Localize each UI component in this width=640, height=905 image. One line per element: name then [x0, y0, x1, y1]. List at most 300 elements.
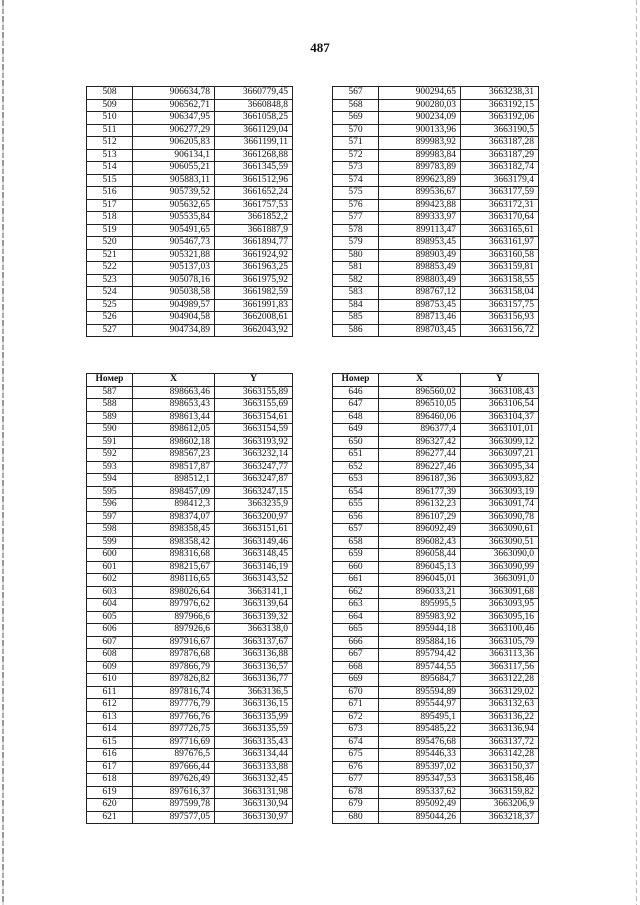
header-y: Y — [215, 374, 293, 387]
y-coordinate: 3663160,58 — [461, 249, 539, 262]
point-number: 577 — [333, 212, 379, 225]
x-coordinate: 897626,49 — [133, 774, 215, 787]
y-coordinate: 3663135,99 — [215, 711, 293, 724]
point-number: 605 — [87, 611, 133, 624]
table-row — [87, 661, 293, 674]
table-row — [87, 274, 293, 287]
y-coordinate: 3663190,5 — [461, 124, 539, 137]
y-coordinate: 3663097,21 — [461, 449, 539, 462]
table-row — [87, 262, 293, 275]
y-coordinate: 3661268,88 — [215, 149, 293, 162]
table-row — [333, 549, 539, 562]
table-row — [87, 586, 293, 599]
x-coordinate: 895884,16 — [379, 636, 461, 649]
table-row — [87, 449, 293, 462]
y-coordinate: 3663187,28 — [461, 137, 539, 150]
y-coordinate: 3663193,92 — [215, 436, 293, 449]
table-row — [333, 611, 539, 624]
point-number: 620 — [87, 799, 133, 812]
x-coordinate: 898316,68 — [133, 549, 215, 562]
y-coordinate: 3663159,81 — [461, 262, 539, 275]
table-row — [333, 87, 539, 100]
y-coordinate: 3663238,31 — [461, 87, 539, 100]
x-coordinate: 906134,1 — [133, 149, 215, 162]
x-coordinate: 896033,21 — [379, 586, 461, 599]
x-coordinate: 897776,79 — [133, 699, 215, 712]
x-coordinate: 898457,09 — [133, 486, 215, 499]
y-coordinate: 3663136,94 — [461, 724, 539, 737]
point-number: 586 — [333, 324, 379, 337]
y-coordinate: 3663133,88 — [215, 761, 293, 774]
x-coordinate: 905078,16 — [133, 274, 215, 287]
y-coordinate: 3661345,59 — [215, 162, 293, 175]
point-number: 661 — [333, 574, 379, 587]
y-coordinate: 3663142,28 — [461, 749, 539, 762]
y-coordinate: 3663177,59 — [461, 187, 539, 200]
y-coordinate: 3663192,06 — [461, 112, 539, 125]
y-coordinate: 3663158,04 — [461, 287, 539, 300]
x-coordinate: 899113,47 — [379, 224, 461, 237]
point-number: 600 — [87, 549, 133, 562]
point-number: 611 — [87, 686, 133, 699]
header-row — [87, 374, 293, 387]
point-number: 613 — [87, 711, 133, 724]
x-coordinate: 904904,58 — [133, 312, 215, 325]
y-coordinate: 3663136,77 — [215, 674, 293, 687]
y-coordinate: 3663136,22 — [461, 711, 539, 724]
table-row — [333, 624, 539, 637]
y-coordinate: 3663151,61 — [215, 524, 293, 537]
table-row — [333, 436, 539, 449]
table-row — [333, 761, 539, 774]
x-coordinate: 899783,89 — [379, 162, 461, 175]
point-number: 671 — [333, 699, 379, 712]
x-coordinate: 898374,07 — [133, 511, 215, 524]
table-row — [333, 124, 539, 137]
x-coordinate: 896460,06 — [379, 411, 461, 424]
table-row — [87, 749, 293, 762]
point-number: 615 — [87, 736, 133, 749]
y-coordinate: 3663146,19 — [215, 561, 293, 574]
point-number: 569 — [333, 112, 379, 125]
x-coordinate: 905883,11 — [133, 174, 215, 187]
point-number: 572 — [333, 149, 379, 162]
y-coordinate: 3661975,92 — [215, 274, 293, 287]
point-number: 614 — [87, 724, 133, 737]
x-coordinate: 896327,42 — [379, 436, 461, 449]
y-coordinate: 3663136,15 — [215, 699, 293, 712]
point-number: 669 — [333, 674, 379, 687]
point-number: 567 — [333, 87, 379, 100]
scan-edge-right — [636, 0, 637, 905]
x-coordinate: 895944,18 — [379, 624, 461, 637]
y-coordinate: 3663093,95 — [461, 599, 539, 612]
y-coordinate: 3661963,25 — [215, 262, 293, 275]
point-number: 648 — [333, 411, 379, 424]
x-coordinate: 896132,23 — [379, 499, 461, 512]
y-coordinate: 3663139,64 — [215, 599, 293, 612]
x-coordinate: 895044,26 — [379, 811, 461, 824]
table-row — [87, 411, 293, 424]
y-coordinate: 3663093,82 — [461, 474, 539, 487]
point-number: 599 — [87, 536, 133, 549]
point-number: 523 — [87, 274, 133, 287]
y-coordinate: 3663179,4 — [461, 174, 539, 187]
x-coordinate: 904989,57 — [133, 299, 215, 312]
table-row — [333, 524, 539, 537]
y-coordinate: 3661991,83 — [215, 299, 293, 312]
point-number: 511 — [87, 124, 133, 137]
x-coordinate: 899536,67 — [379, 187, 461, 200]
point-number: 579 — [333, 237, 379, 250]
point-number: 675 — [333, 749, 379, 762]
coordinates-table-1 — [86, 86, 293, 337]
y-coordinate: 3663170,64 — [461, 212, 539, 225]
y-coordinate: 3663149,46 — [215, 536, 293, 549]
x-coordinate: 895495,1 — [379, 711, 461, 724]
x-coordinate: 896107,29 — [379, 511, 461, 524]
point-number: 512 — [87, 137, 133, 150]
table-row — [87, 112, 293, 125]
table-row — [87, 686, 293, 699]
y-coordinate: 3663090,78 — [461, 511, 539, 524]
table-row — [87, 124, 293, 137]
y-coordinate: 3663150,37 — [461, 761, 539, 774]
x-coordinate: 906347,95 — [133, 112, 215, 125]
y-coordinate: 3662008,61 — [215, 312, 293, 325]
point-number: 589 — [87, 411, 133, 424]
point-number: 522 — [87, 262, 133, 275]
point-number: 519 — [87, 224, 133, 237]
header-number: Номер — [87, 374, 133, 387]
y-coordinate: 3660779,45 — [215, 87, 293, 100]
point-number: 649 — [333, 424, 379, 437]
x-coordinate: 898517,87 — [133, 461, 215, 474]
y-coordinate: 3663100,46 — [461, 624, 539, 637]
y-coordinate: 3663132,45 — [215, 774, 293, 787]
y-coordinate: 3663182,74 — [461, 162, 539, 175]
point-number: 664 — [333, 611, 379, 624]
table-row — [87, 711, 293, 724]
table-row — [333, 674, 539, 687]
table-row — [333, 774, 539, 787]
table-row — [87, 312, 293, 325]
x-coordinate: 895995,5 — [379, 599, 461, 612]
x-coordinate: 904734,89 — [133, 324, 215, 337]
x-coordinate: 898215,67 — [133, 561, 215, 574]
x-coordinate: 906055,21 — [133, 162, 215, 175]
y-coordinate: 3663090,51 — [461, 536, 539, 549]
table-row — [333, 536, 539, 549]
table-row — [333, 749, 539, 762]
point-number: 672 — [333, 711, 379, 724]
y-coordinate: 3661129,04 — [215, 124, 293, 137]
point-number: 595 — [87, 486, 133, 499]
point-number: 517 — [87, 199, 133, 212]
point-number: 663 — [333, 599, 379, 612]
point-number: 576 — [333, 199, 379, 212]
point-number: 607 — [87, 636, 133, 649]
table-row — [333, 187, 539, 200]
x-coordinate: 897726,75 — [133, 724, 215, 737]
table-row — [87, 386, 293, 399]
table-row — [87, 611, 293, 624]
y-coordinate: 3663122,28 — [461, 674, 539, 687]
table-row — [333, 736, 539, 749]
y-coordinate: 3663200,97 — [215, 511, 293, 524]
table-row — [333, 249, 539, 262]
table-row — [87, 799, 293, 812]
y-coordinate: 3661512,96 — [215, 174, 293, 187]
table-row — [333, 686, 539, 699]
x-coordinate: 896082,43 — [379, 536, 461, 549]
y-coordinate: 3663155,89 — [215, 386, 293, 399]
y-coordinate: 3663095,34 — [461, 461, 539, 474]
x-coordinate: 900234,09 — [379, 112, 461, 125]
y-coordinate: 3663161,97 — [461, 237, 539, 250]
point-number: 514 — [87, 162, 133, 175]
table-row — [333, 636, 539, 649]
point-number: 680 — [333, 811, 379, 824]
table-row — [87, 624, 293, 637]
x-coordinate: 896277,44 — [379, 449, 461, 462]
x-coordinate: 898713,46 — [379, 312, 461, 325]
point-number: 604 — [87, 599, 133, 612]
y-coordinate: 3663091,0 — [461, 574, 539, 587]
x-coordinate: 895684,7 — [379, 674, 461, 687]
y-coordinate: 3663130,97 — [215, 811, 293, 824]
table-row — [87, 724, 293, 737]
table-row — [87, 549, 293, 562]
point-number: 668 — [333, 661, 379, 674]
y-coordinate: 3661757,53 — [215, 199, 293, 212]
point-number: 610 — [87, 674, 133, 687]
x-coordinate: 897816,74 — [133, 686, 215, 699]
table-row — [333, 99, 539, 112]
table-row — [333, 287, 539, 300]
table-row — [87, 599, 293, 612]
y-coordinate: 3663165,61 — [461, 224, 539, 237]
x-coordinate: 905491,65 — [133, 224, 215, 237]
x-coordinate: 895092,49 — [379, 799, 461, 812]
y-coordinate: 3663091,68 — [461, 586, 539, 599]
table-row — [333, 599, 539, 612]
y-coordinate: 3661652,24 — [215, 187, 293, 200]
table-row — [87, 561, 293, 574]
table-row — [333, 399, 539, 412]
x-coordinate: 898653,43 — [133, 399, 215, 412]
point-number: 582 — [333, 274, 379, 287]
point-number: 573 — [333, 162, 379, 175]
point-number: 657 — [333, 524, 379, 537]
point-number: 524 — [87, 287, 133, 300]
x-coordinate: 895544,97 — [379, 699, 461, 712]
x-coordinate: 898358,42 — [133, 536, 215, 549]
x-coordinate: 905739,52 — [133, 187, 215, 200]
table-row — [87, 424, 293, 437]
table-row — [333, 486, 539, 499]
table-row — [333, 661, 539, 674]
y-coordinate: 3663156,72 — [461, 324, 539, 337]
x-coordinate: 906277,29 — [133, 124, 215, 137]
x-coordinate: 899623,89 — [379, 174, 461, 187]
point-number: 606 — [87, 624, 133, 637]
point-number: 656 — [333, 511, 379, 524]
table-row — [333, 174, 539, 187]
table-row — [333, 499, 539, 512]
y-coordinate: 3663108,43 — [461, 386, 539, 399]
y-coordinate: 3663172,31 — [461, 199, 539, 212]
table-row — [87, 399, 293, 412]
y-coordinate: 3663157,75 — [461, 299, 539, 312]
point-number: 596 — [87, 499, 133, 512]
point-number: 597 — [87, 511, 133, 524]
y-coordinate: 3663247,15 — [215, 486, 293, 499]
y-coordinate: 3663136,57 — [215, 661, 293, 674]
point-number: 602 — [87, 574, 133, 587]
x-coordinate: 895347,53 — [379, 774, 461, 787]
x-coordinate: 898767,12 — [379, 287, 461, 300]
y-coordinate: 3663148,45 — [215, 549, 293, 562]
point-number: 591 — [87, 436, 133, 449]
point-number: 647 — [333, 399, 379, 412]
x-coordinate: 895446,33 — [379, 749, 461, 762]
x-coordinate: 905137,03 — [133, 262, 215, 275]
table-row — [333, 262, 539, 275]
y-coordinate: 3663090,61 — [461, 524, 539, 537]
x-coordinate: 895983,92 — [379, 611, 461, 624]
x-coordinate: 896045,01 — [379, 574, 461, 587]
x-coordinate: 905535,84 — [133, 212, 215, 225]
y-coordinate: 3663137,72 — [461, 736, 539, 749]
x-coordinate: 897826,82 — [133, 674, 215, 687]
x-coordinate: 896510,05 — [379, 399, 461, 412]
x-coordinate: 895397,02 — [379, 761, 461, 774]
header-row — [333, 374, 539, 387]
y-coordinate: 3661852,2 — [215, 212, 293, 225]
x-coordinate: 895594,89 — [379, 686, 461, 699]
point-number: 651 — [333, 449, 379, 462]
y-coordinate: 3663101,01 — [461, 424, 539, 437]
table-row — [333, 386, 539, 399]
x-coordinate: 905467,73 — [133, 237, 215, 250]
y-coordinate: 3660848,8 — [215, 99, 293, 112]
table-row — [87, 324, 293, 337]
point-number: 609 — [87, 661, 133, 674]
coordinates-table-2 — [332, 86, 539, 337]
point-number: 585 — [333, 312, 379, 325]
point-number: 593 — [87, 461, 133, 474]
y-coordinate: 3663113,36 — [461, 649, 539, 662]
point-number: 518 — [87, 212, 133, 225]
table-row — [333, 799, 539, 812]
point-number: 665 — [333, 624, 379, 637]
y-coordinate: 3663091,74 — [461, 499, 539, 512]
page-number: 487 — [310, 40, 330, 55]
point-number: 584 — [333, 299, 379, 312]
table-row — [333, 699, 539, 712]
table-row — [333, 711, 539, 724]
point-number: 592 — [87, 449, 133, 462]
table-row — [333, 474, 539, 487]
table-row — [333, 312, 539, 325]
point-number: 674 — [333, 736, 379, 749]
table-row — [87, 699, 293, 712]
point-number: 659 — [333, 549, 379, 562]
x-coordinate: 906562,71 — [133, 99, 215, 112]
y-coordinate: 3663132,63 — [461, 699, 539, 712]
table-row — [333, 274, 539, 287]
y-coordinate: 3663187,29 — [461, 149, 539, 162]
header-x: X — [133, 374, 215, 387]
point-number: 662 — [333, 586, 379, 599]
scan-edge-left — [2, 0, 4, 905]
x-coordinate: 897577,05 — [133, 811, 215, 824]
table-row — [87, 212, 293, 225]
x-coordinate: 895485,22 — [379, 724, 461, 737]
x-coordinate: 898567,23 — [133, 449, 215, 462]
x-coordinate: 896187,36 — [379, 474, 461, 487]
x-coordinate: 898358,45 — [133, 524, 215, 537]
table-row — [333, 449, 539, 462]
point-number: 598 — [87, 524, 133, 537]
x-coordinate: 898026,64 — [133, 586, 215, 599]
point-number: 612 — [87, 699, 133, 712]
table-row — [87, 811, 293, 824]
header-number: Номер — [333, 374, 379, 387]
table-row — [87, 761, 293, 774]
y-coordinate: 3661199,11 — [215, 137, 293, 150]
y-coordinate: 3663093,19 — [461, 486, 539, 499]
x-coordinate: 905632,65 — [133, 199, 215, 212]
point-number: 515 — [87, 174, 133, 187]
table-row — [87, 249, 293, 262]
table-row — [333, 237, 539, 250]
point-number: 679 — [333, 799, 379, 812]
x-coordinate: 897766,76 — [133, 711, 215, 724]
x-coordinate: 897666,44 — [133, 761, 215, 774]
y-coordinate: 3663206,9 — [461, 799, 539, 812]
table-row — [87, 499, 293, 512]
y-coordinate: 3663136,5 — [215, 686, 293, 699]
y-coordinate: 3663232,14 — [215, 449, 293, 462]
coordinates-table-3 — [86, 373, 293, 824]
x-coordinate: 897866,79 — [133, 661, 215, 674]
table-row — [87, 536, 293, 549]
x-coordinate: 899983,92 — [379, 137, 461, 150]
point-number: 575 — [333, 187, 379, 200]
x-coordinate: 898953,45 — [379, 237, 461, 250]
table-row — [333, 224, 539, 237]
point-number: 608 — [87, 649, 133, 662]
point-number: 526 — [87, 312, 133, 325]
x-coordinate: 895744,55 — [379, 661, 461, 674]
point-number: 516 — [87, 187, 133, 200]
x-coordinate: 895476,68 — [379, 736, 461, 749]
table-row — [87, 299, 293, 312]
x-coordinate: 898412,3 — [133, 499, 215, 512]
x-coordinate: 896058,44 — [379, 549, 461, 562]
x-coordinate: 898803,49 — [379, 274, 461, 287]
x-coordinate: 895794,42 — [379, 649, 461, 662]
table-row — [333, 561, 539, 574]
x-coordinate: 897616,37 — [133, 786, 215, 799]
y-coordinate: 3663155,69 — [215, 399, 293, 412]
x-coordinate: 896045,13 — [379, 561, 461, 574]
point-number: 513 — [87, 149, 133, 162]
y-coordinate: 3663135,43 — [215, 736, 293, 749]
y-coordinate: 3663117,56 — [461, 661, 539, 674]
